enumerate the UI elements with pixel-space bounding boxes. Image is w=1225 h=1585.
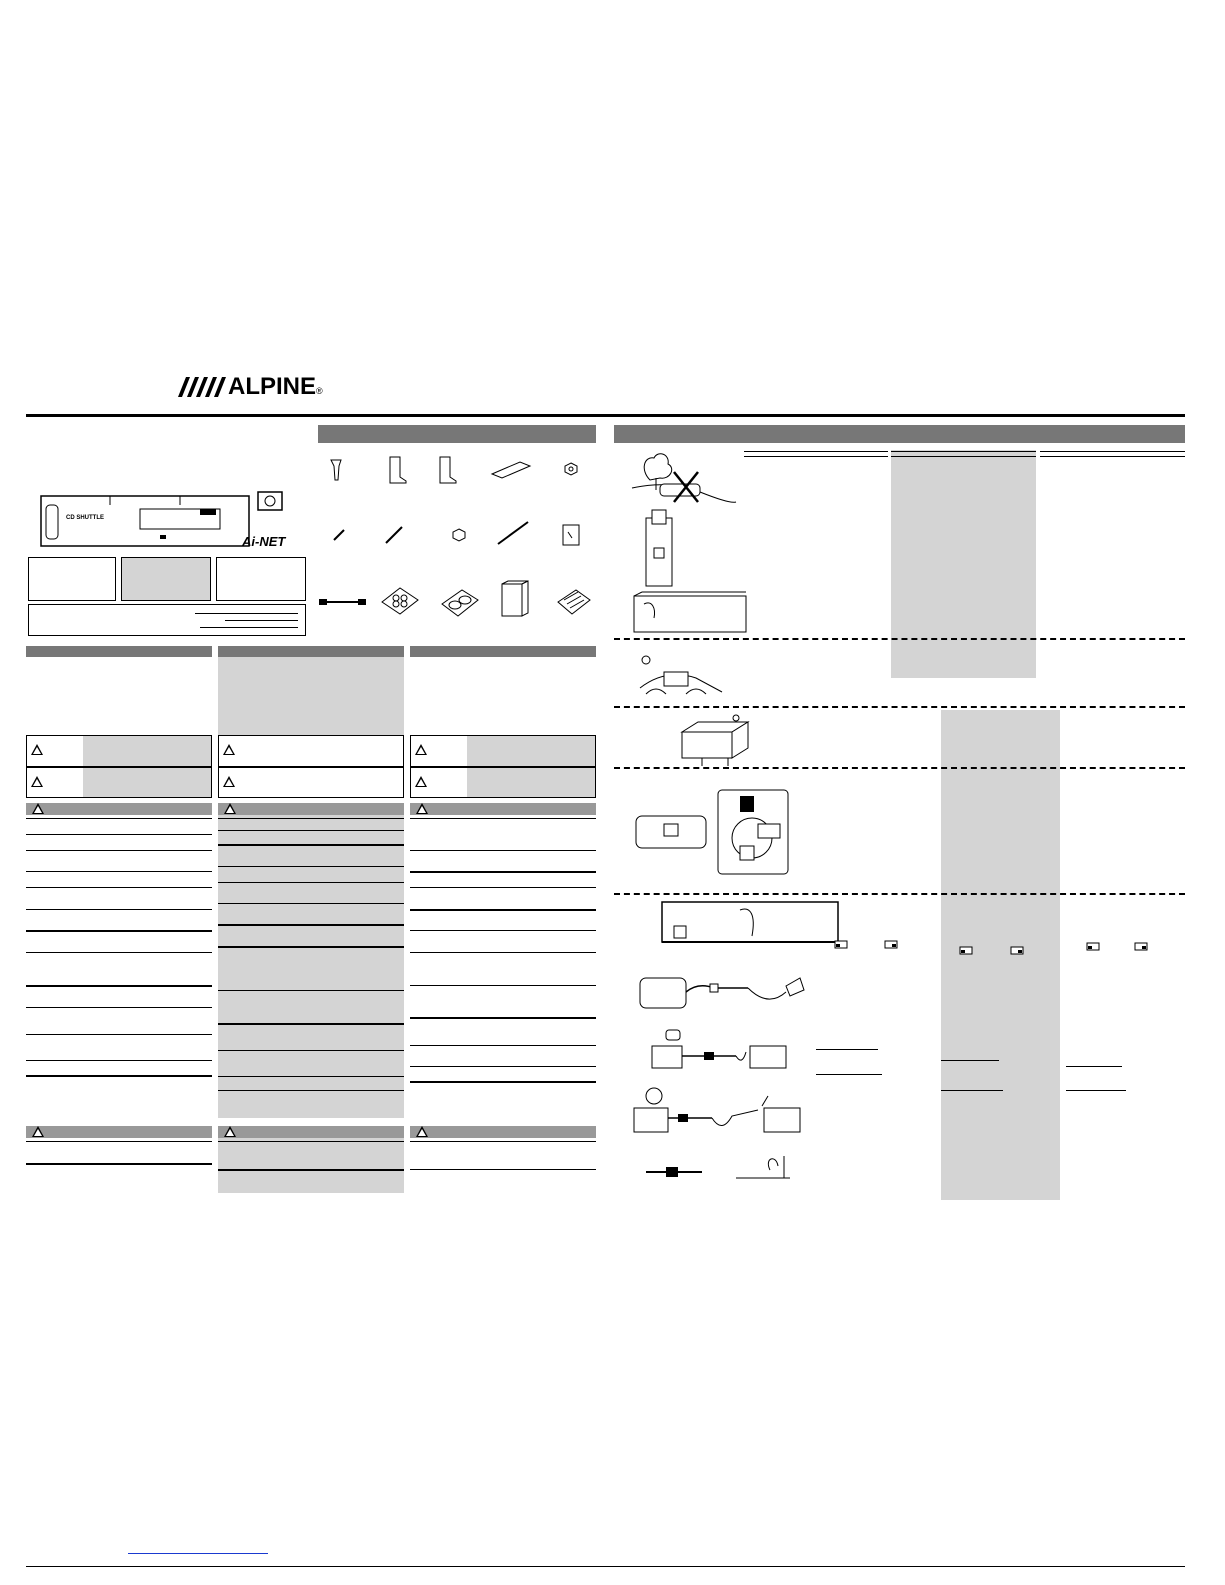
section1-rule — [744, 451, 888, 452]
registration-line-3 — [200, 627, 298, 628]
col2-rule — [218, 818, 404, 819]
col1-caution-title — [26, 1126, 212, 1138]
col1-rule — [26, 887, 212, 888]
small-switch-icon — [1134, 942, 1148, 952]
accessories-header-bar — [318, 425, 596, 443]
col2-intro-shade — [218, 657, 404, 735]
registration-line-2 — [225, 620, 298, 621]
warning-icon — [32, 1126, 44, 1137]
car-road-illustration — [630, 450, 740, 510]
ai-net-logo: Ai-NET — [242, 534, 286, 549]
bracket-icon — [436, 455, 460, 485]
col3-rule — [410, 887, 596, 888]
small-switch-icon — [884, 940, 898, 950]
col3-rule — [410, 930, 596, 931]
col1-warning-title — [26, 803, 212, 815]
col1-header-bar — [26, 646, 212, 657]
nut-icon — [452, 528, 466, 542]
brand-logo-text: ALPINE — [228, 373, 317, 400]
col2-rule — [218, 1050, 404, 1051]
cable-connection-illustration — [638, 972, 808, 1012]
section-divider — [614, 893, 1185, 895]
col3-rule — [410, 952, 596, 953]
col2-caution-title — [218, 1126, 404, 1138]
section1-rule — [891, 451, 1036, 452]
info-box-2 — [121, 557, 211, 601]
col1-caution-row — [26, 767, 212, 798]
pad-icon — [440, 588, 480, 618]
bottom-rule — [26, 1566, 1185, 1567]
connection-diagram-1 — [650, 1026, 790, 1076]
plate-icon — [490, 460, 532, 480]
col2-rule — [218, 866, 404, 867]
cable-icon — [318, 596, 368, 608]
warning-icon — [416, 803, 428, 814]
section1-rule — [744, 456, 888, 457]
col2-caution-row — [218, 767, 404, 798]
info-box-3 — [216, 557, 306, 601]
col1-rule — [26, 909, 212, 910]
col2-rule — [218, 1141, 404, 1142]
cd-logo-icon — [256, 490, 284, 512]
switch-setting-illustration — [634, 786, 794, 876]
col3-rule — [410, 1169, 596, 1170]
col1-rule — [26, 1034, 212, 1035]
col3-caution-row — [410, 767, 596, 798]
col2-rule — [218, 903, 404, 904]
col2-rule — [218, 830, 404, 831]
section5-rule — [941, 1090, 1003, 1091]
bracket-icon — [386, 455, 410, 485]
col2-rule — [218, 844, 404, 846]
warning-icon — [31, 776, 43, 787]
col1-rule — [26, 1060, 212, 1061]
col1-rule — [26, 1141, 212, 1142]
bolt-icon — [332, 528, 346, 542]
col2-rule — [218, 990, 404, 991]
footer-link-underline[interactable] — [128, 1553, 268, 1554]
nut-icon — [564, 462, 578, 476]
col3-rule — [410, 909, 596, 911]
col1-rule — [26, 1163, 212, 1165]
brand-logo — [228, 373, 323, 401]
small-switch-icon — [959, 946, 973, 956]
section1-rule — [1040, 456, 1185, 457]
col1-rule — [26, 871, 212, 872]
col2-header-bar — [218, 646, 404, 657]
col3-warning-row — [410, 735, 596, 767]
small-switch-icon — [834, 940, 848, 950]
registration-line-1 — [195, 613, 298, 614]
section-divider — [614, 706, 1185, 708]
col1-rule — [26, 818, 212, 819]
col3-rule — [410, 1066, 596, 1067]
col1-rule — [26, 834, 212, 835]
plug-connector-illustration — [644, 1164, 704, 1180]
col2-warning-shade — [218, 815, 404, 1118]
col1-rule — [26, 985, 212, 987]
col2-warning-row — [218, 735, 404, 767]
mounting-screws-illustration — [678, 712, 758, 768]
section-divider — [614, 767, 1185, 769]
section1-shade — [891, 450, 1036, 678]
col2-rule — [218, 882, 404, 883]
col3-rule — [410, 850, 596, 851]
section5-rule — [1066, 1090, 1126, 1091]
warning-icon — [223, 776, 235, 787]
screw-icon — [327, 458, 347, 482]
col1-rule — [26, 1007, 212, 1008]
col2-rule — [218, 946, 404, 948]
front-panel-illustration — [660, 900, 840, 950]
registered-mark: ® — [316, 386, 323, 396]
warning-icon — [415, 776, 427, 787]
small-switch-icon — [1010, 946, 1024, 956]
section-divider — [614, 638, 1185, 640]
magazine-icon — [500, 580, 530, 620]
warning-icon — [32, 803, 44, 814]
section5-rule — [941, 1060, 999, 1061]
col3-rule — [410, 985, 596, 986]
installation-header-bar — [614, 425, 1185, 443]
horizontal-unit-illustration — [632, 590, 748, 634]
cd-changer-front-illustration — [40, 495, 250, 547]
col1-rule — [26, 1075, 212, 1077]
col1-rule — [26, 930, 212, 932]
col1-warning-row — [26, 735, 212, 767]
col3-caution-title — [410, 1126, 596, 1138]
section5-rule — [816, 1049, 878, 1050]
warning-icon — [415, 744, 427, 755]
section1-rule — [891, 456, 1036, 457]
pad-icon — [556, 588, 592, 616]
warning-icon — [31, 744, 43, 755]
col2-rule — [218, 1090, 404, 1091]
unit-label: CD SHUTTLE — [66, 515, 104, 521]
col2-rule — [218, 1076, 404, 1077]
top-rule — [26, 414, 1185, 417]
section1-rule — [1040, 451, 1185, 452]
col2-rule — [218, 1023, 404, 1025]
small-switch-icon — [1086, 942, 1100, 952]
col3-header-bar — [410, 646, 596, 657]
col3-rule — [410, 871, 596, 873]
col2-warning-title — [218, 803, 404, 815]
section5-rule — [1066, 1066, 1122, 1067]
col3-rule — [410, 1141, 596, 1142]
col3-rule — [410, 1017, 596, 1019]
col3-rule — [410, 1045, 596, 1046]
col3-rule — [410, 818, 596, 819]
bag-icon — [562, 524, 580, 546]
dashboard-sun-illustration — [636, 648, 726, 698]
pad-icon — [380, 586, 420, 616]
warning-icon — [416, 1126, 428, 1137]
bolt-icon — [384, 525, 404, 545]
col3-warning-title — [410, 803, 596, 815]
col2-rule — [218, 924, 404, 926]
col2-rule — [218, 1169, 404, 1171]
info-box-1 — [28, 557, 116, 601]
warning-icon — [224, 1126, 236, 1137]
connection-diagram-2 — [632, 1086, 804, 1138]
vertical-mount-illustration — [640, 508, 680, 588]
warning-icon — [224, 803, 236, 814]
col3-rule — [410, 1081, 596, 1083]
section5-rule — [816, 1074, 882, 1075]
alpine-logo-stripes — [172, 377, 232, 397]
tie-icon — [496, 520, 530, 546]
col1-rule — [26, 952, 212, 953]
col2-caution-shade — [218, 1138, 404, 1193]
col1-rule — [26, 850, 212, 851]
warning-icon — [223, 744, 235, 755]
grounding-illustration — [734, 1150, 794, 1184]
